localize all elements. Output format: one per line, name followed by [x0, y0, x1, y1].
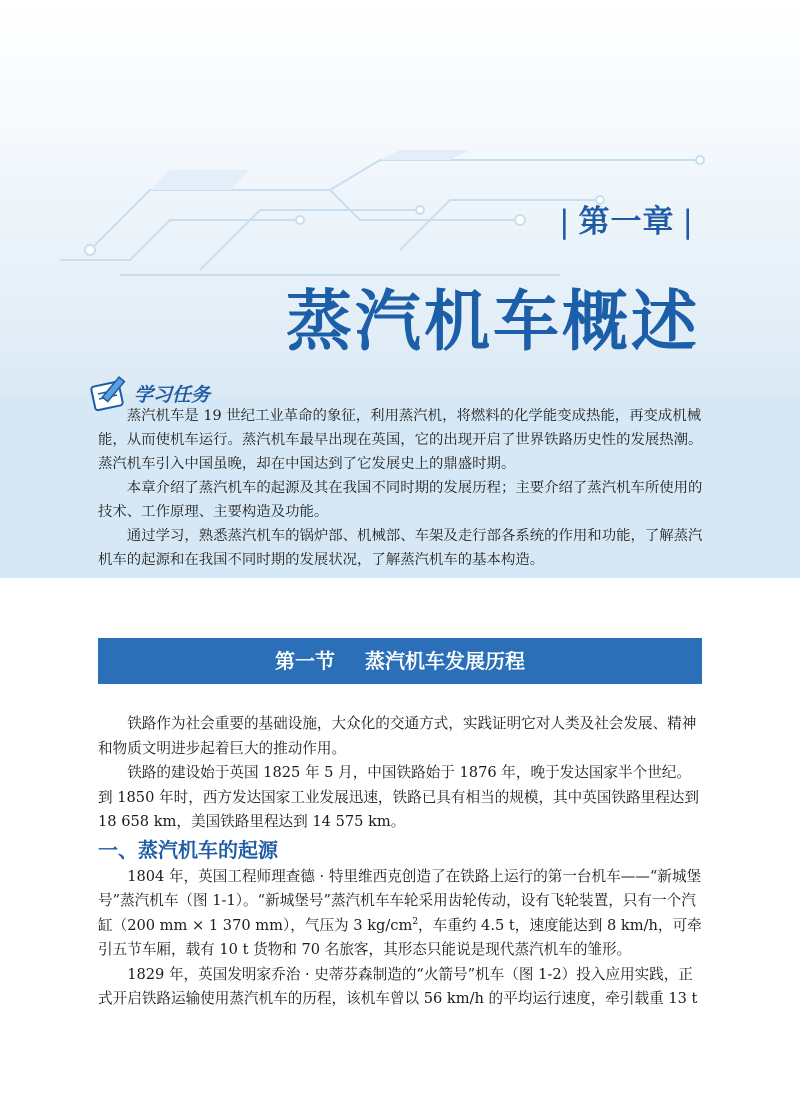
label-bar-left: | — [559, 204, 571, 240]
body-text — [98, 712, 704, 1012]
learning-task-title: 学习任务 — [134, 384, 211, 406]
body-paragraph: 1829 年，英国发明家乔治 · 史蒂芬森制造的“火箭号”机车（图 1-2）投入应用实践，正式开启铁路运输使用蒸汽机车的历程，该机车曾以 56 km/h 的平均运行速度，牵引载重 13 t — [98, 965, 698, 1007]
learning-task-text — [98, 404, 712, 572]
task-paragraph: 本章介绍了蒸汽机车的起源及其在我国不同时期的发展历程；主要介绍了蒸汽机车所使用的技术、工作原理、主要构造及功能。 — [98, 480, 703, 520]
body-paragraph: 1804 年，英国工程师理查德 · 特里维西克创造了在铁路上运行的第一台机车——“新城堡号”蒸汽机车（图 1-1）。“新城堡号”蒸汽机车车轮采用齿轮传动，设有飞轮装置，只有一个汽缸（200 mm × 1 370 mm），气压为 3 $kg/cm^2$，车重约 4.5 t，速度能达到 8 km/h，可牵引五节车厢，载有 10 t 货物和 70 名旅客，其形态只能说是现代蒸汽机车的雏形。 — [98, 867, 702, 958]
chapter-label-text: 第一章 — [578, 204, 675, 240]
body-paragraph: 铁路的建设始于英国 1825 年 5 月，中国铁路始于 1876 年，晚于发达国家半个世纪。到 1850 年时，西方发达国家工业发展迅速，铁路已具有相当的规模，其中英国铁路里程达到 18 658 km，美国铁路里程达到 14 575 km。 — [98, 764, 699, 830]
chapter-label — [551, 196, 702, 241]
chapter-title: 蒸汽机车概述 — [286, 283, 700, 360]
body-paragraph: 铁路作为社会重要的基础设施，大众化的交通方式，实践证明它对人类及社会发展、精神和物质文明进步起着巨大的推动作用。 — [98, 715, 697, 757]
section-title: 蒸汽机车发展历程 — [365, 649, 525, 673]
section-number: 第一节 — [275, 649, 335, 673]
task-paragraph: 通过学习，熟悉蒸汽机车的锅炉部、机械部、车架及走行部各系统的作用和功能，了解蒸汽机车的起源和在我国不同时期的发展状况，了解蒸汽机车的基本构造。 — [98, 528, 703, 568]
subsection-heading: 一、蒸汽机车的起源 — [98, 837, 278, 862]
section-heading-bar — [98, 638, 702, 684]
label-bar-right: | — [682, 204, 694, 240]
task-paragraph: 蒸汽机车是 19 世纪工业革命的象征，利用蒸汽机，将燃料的化学能变成热能，再变成机械能，从而使机车运行。蒸汽机车最早出现在英国，它的出现开启了世界铁路历史性的发展热潮。蒸汽机车引入中国虽晚，却在中国达到了它发展史上的鼎盛时期。 — [98, 408, 703, 472]
